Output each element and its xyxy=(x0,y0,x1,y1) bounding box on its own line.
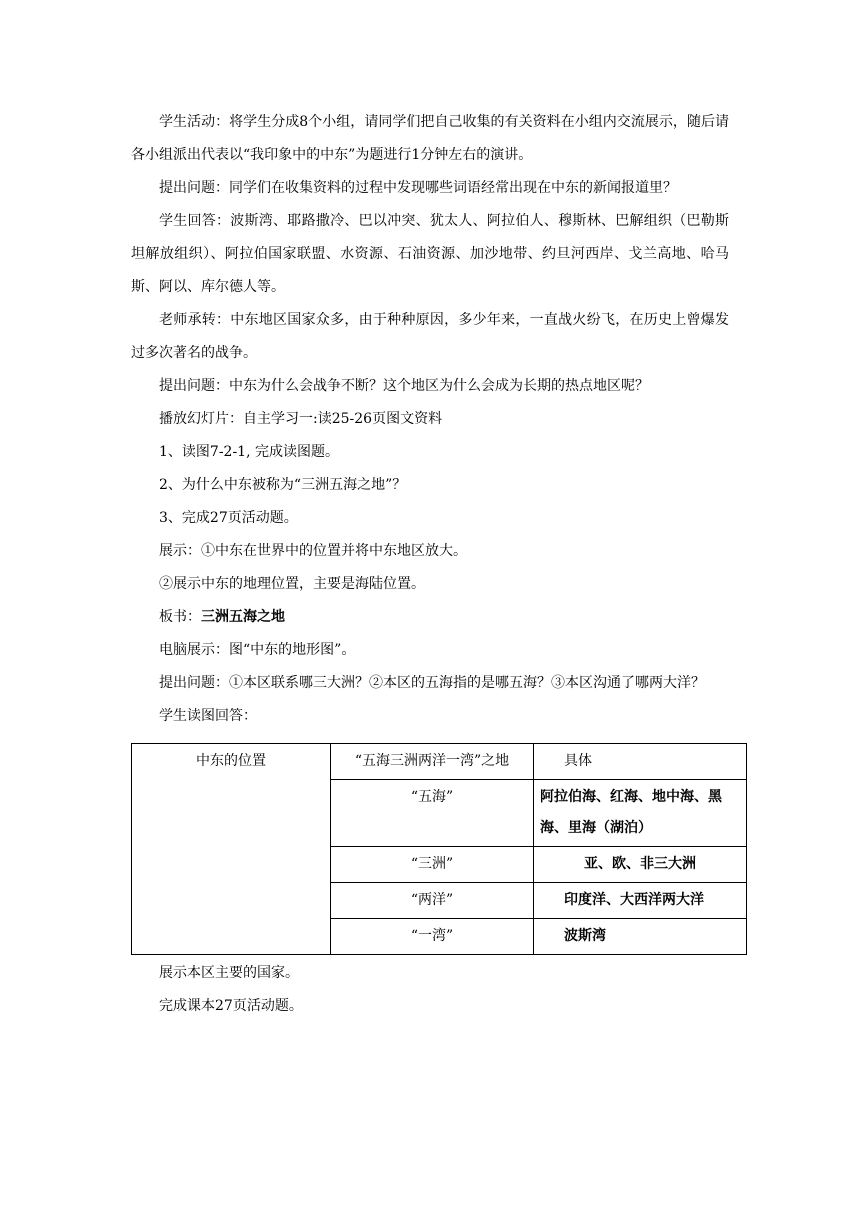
paragraph-activity: 完成课本27页活动题。 xyxy=(159,998,303,1014)
table-cell-detail: 印度洋、大西洋两大洋 xyxy=(534,883,747,919)
paragraph-question-1: 提出问题：同学们在收集资料的过程中发现哪些词语经常出现在中东的新闻报道里？ xyxy=(159,180,677,196)
location-table xyxy=(131,743,747,955)
table-cell-term: “两洋” xyxy=(331,883,534,919)
paragraph-show-countries: 展示本区主要的国家。 xyxy=(159,965,299,981)
table-header-row xyxy=(132,744,747,780)
paragraph-task-2: 2、为什么中东被称为“三洲五海之地”？ xyxy=(159,477,407,493)
table-cell-term: “一湾” xyxy=(331,919,534,955)
table-header-location: 中东的位置 xyxy=(132,744,331,955)
paragraph-teacher-transition: 老师承转：中东地区国家众多，由于种种原因，多少年来，一直战火纷飞，在历史上曾爆发过多次著名的战争。 xyxy=(131,312,729,361)
paragraph-show-2: ②展示中东的地理位置，主要是海陆位置。 xyxy=(159,576,425,592)
paragraph-task-1: 1、读图7-2-1, 完成读图题。 xyxy=(159,444,339,460)
paragraph-computer-show: 电脑展示：图“中东的地形图”。 xyxy=(159,642,356,658)
paragraph-student-activity: 学生活动：将学生分成8个小组，请同学们把自己收集的有关资料在小组内交流展示，随后请各小组派出代表以“我印象中的中东”为题进行1分钟左右的演讲。 xyxy=(131,114,729,163)
table-cell-detail: 波斯湾 xyxy=(534,919,747,955)
paragraph-question-3: 提出问题：①本区联系哪三大洲？②本区的五海指的是哪五海？③本区沟通了哪两大洋？ xyxy=(159,675,705,691)
paragraph-student-read: 学生读图回答： xyxy=(159,708,257,724)
table-cell-term: “五海” xyxy=(331,780,534,847)
paragraph-question-2: 提出问题：中东为什么会战争不断？这个地区为什么会成为长期的热点地区呢？ xyxy=(159,378,649,394)
table-cell-detail: 阿拉伯海、红海、地中海、黑海、里海（湖泊） xyxy=(534,780,747,847)
table-header-detail: 具体 xyxy=(534,744,747,780)
paragraph-show-1: 展示：①中东在世界中的位置并将中东地区放大。 xyxy=(159,543,467,559)
document-page xyxy=(131,106,729,1023)
table-cell-term: “三洲” xyxy=(331,847,534,883)
table-cell-detail: 亚、欧、非三大洲 xyxy=(534,847,747,883)
paragraph-board xyxy=(131,601,729,634)
board-label: 板书： xyxy=(159,609,201,625)
table-header-terms: “五海三洲两洋一湾”之地 xyxy=(331,744,534,780)
paragraph-task-3: 3、完成27页活动题。 xyxy=(159,510,298,526)
board-heading: 三洲五海之地 xyxy=(201,609,285,625)
paragraph-slide: 播放幻灯片：自主学习一:读25-26页图文资料 xyxy=(159,411,443,427)
paragraph-student-answer: 学生回答：波斯湾、耶路撒冷、巴以冲突、犹太人、阿拉伯人、穆斯林、巴解组织（巴勒斯坦解放组织）、阿拉伯国家联盟、水资源、石油资源、加沙地带、约旦河西岸、戈兰高地、哈马斯、阿以、库尔德人等。 xyxy=(131,213,729,295)
